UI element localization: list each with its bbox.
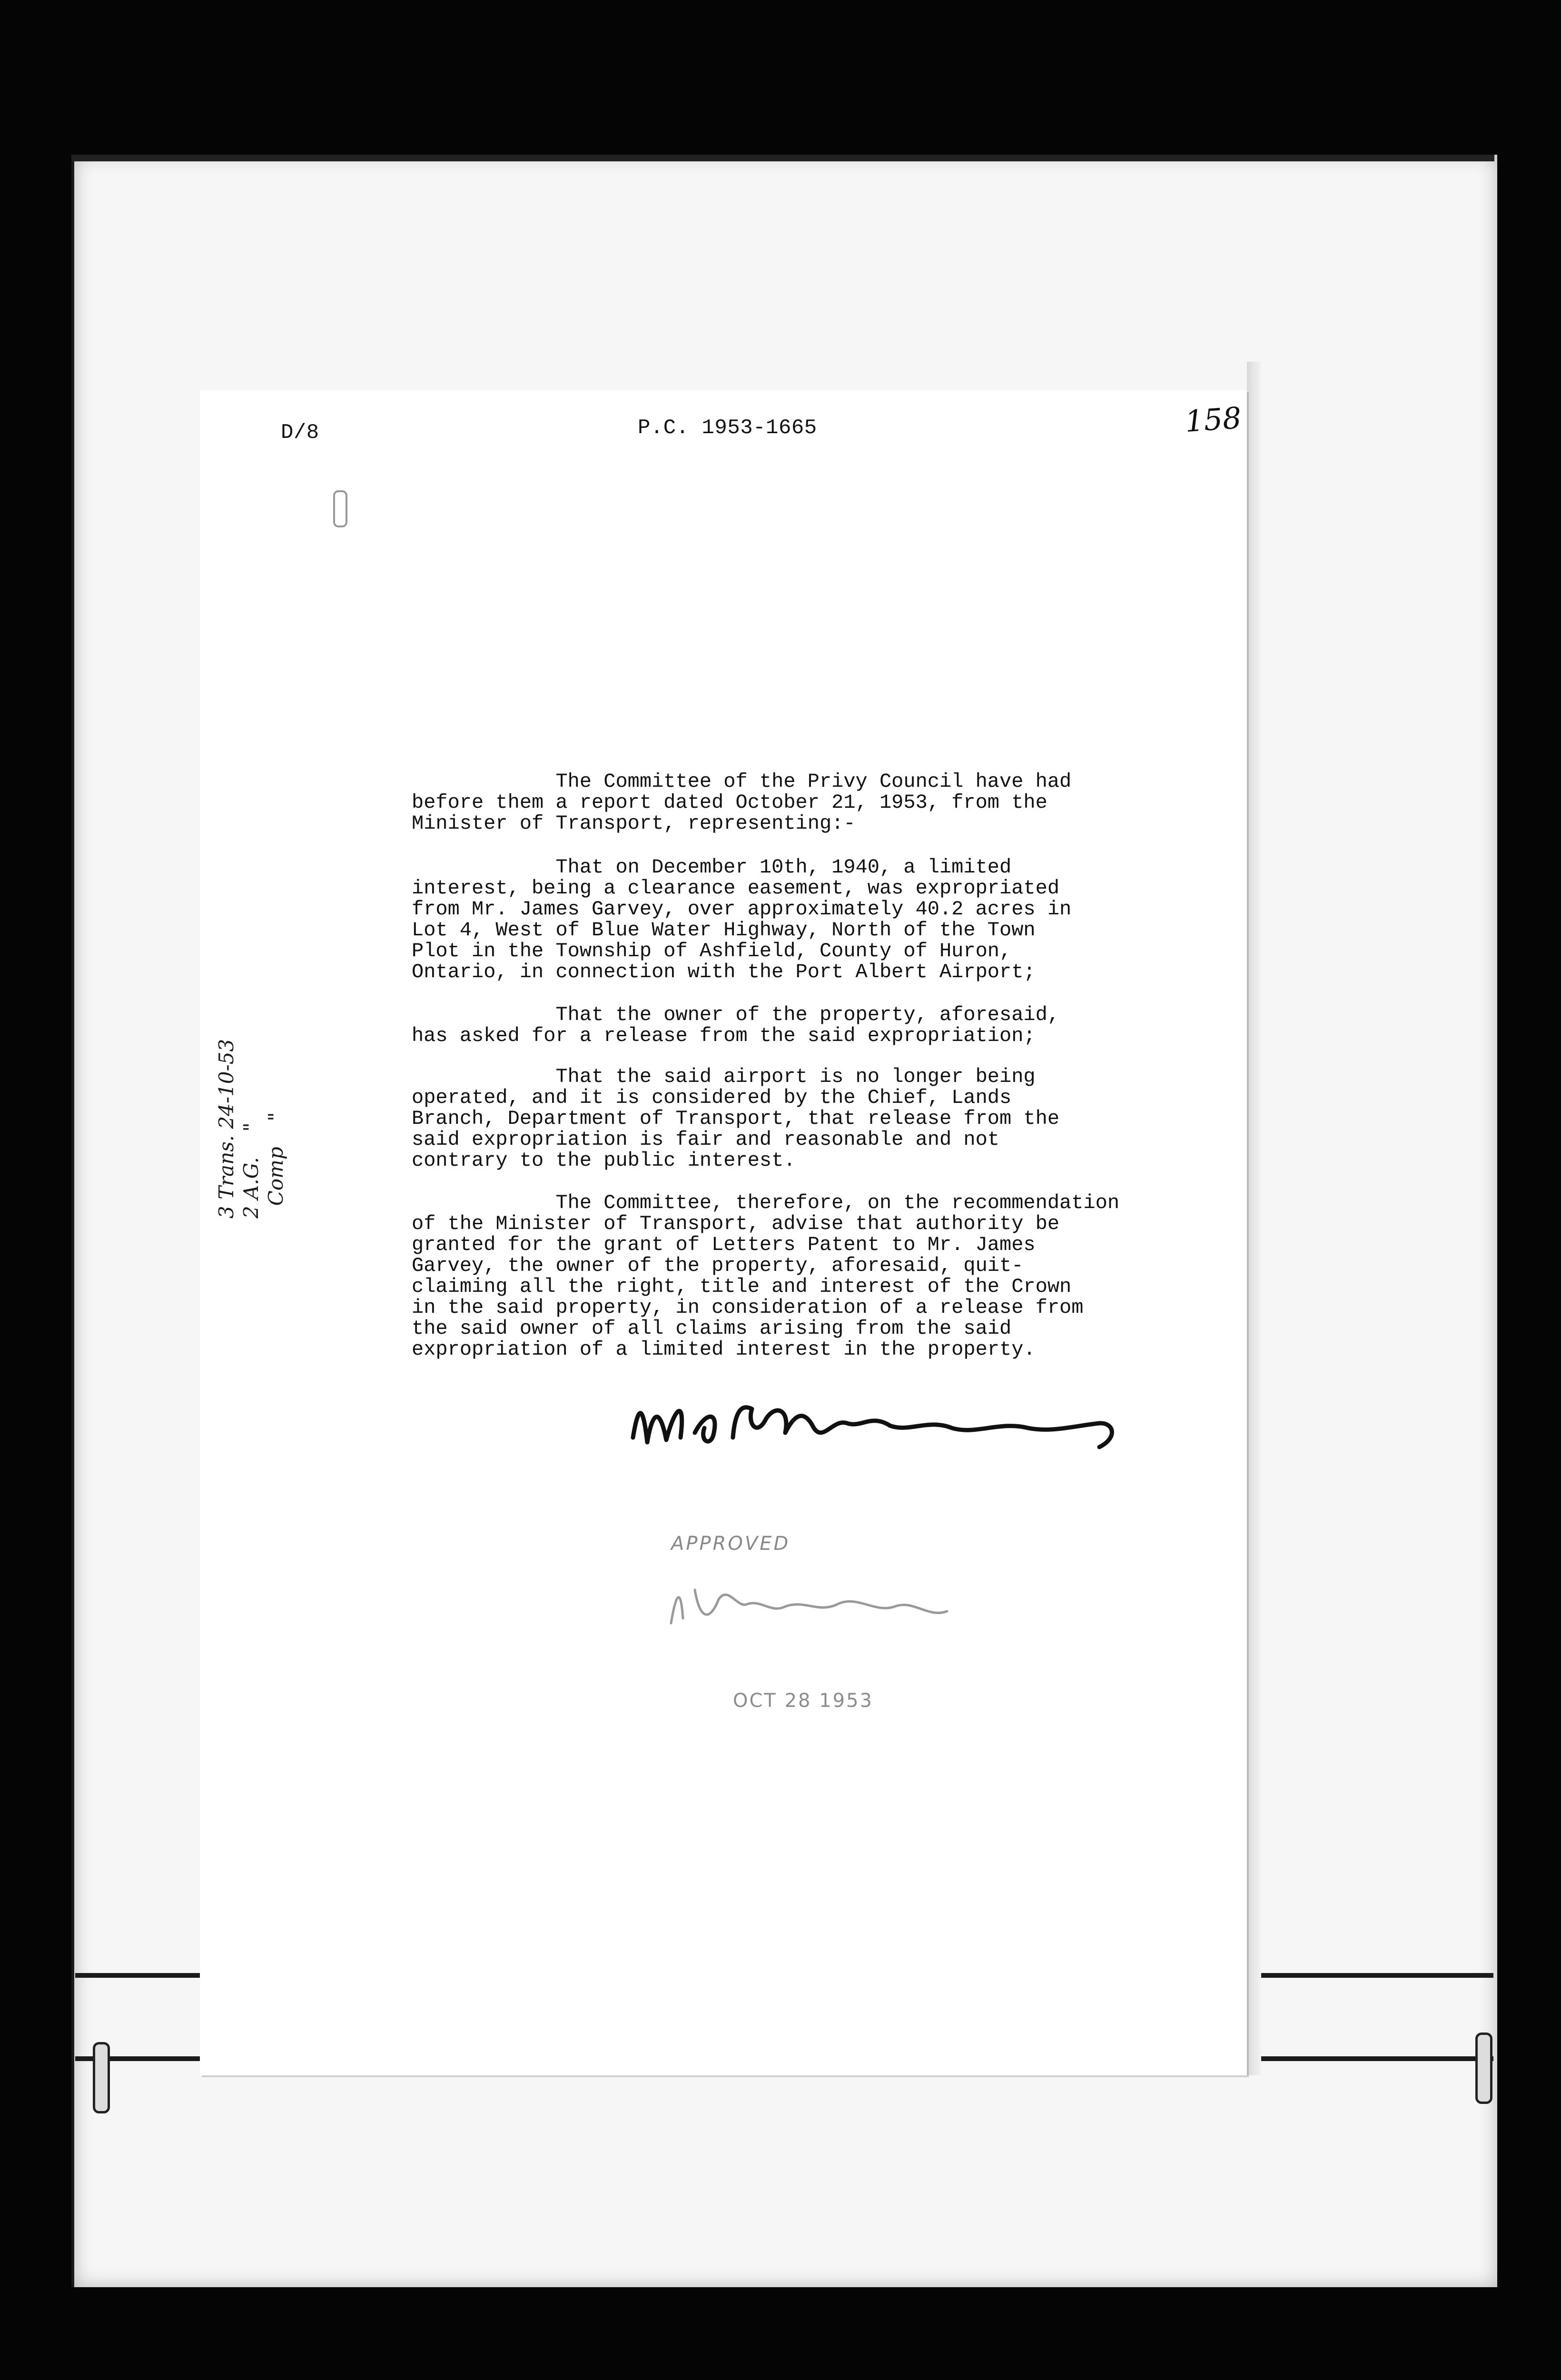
- approval-signature: [657, 1566, 961, 1637]
- handwritten-signature: [623, 1380, 1123, 1466]
- page-number: 158: [1184, 400, 1243, 439]
- handwritten-margin-note: 3 Trans. 24-10-53 2 A.G. " Comp ": [215, 1039, 287, 1219]
- smudge-mark: [333, 490, 347, 527]
- reference-code: D/8: [281, 421, 319, 445]
- document-edge: [1247, 362, 1261, 2075]
- date-stamp: OCT 28 1953: [733, 1690, 873, 1712]
- approval-block: [657, 1533, 990, 1723]
- backing-sheet-edge: [71, 155, 1494, 161]
- order-number: P.C. 1953-1665: [638, 416, 817, 440]
- paragraph-recommendation: The Committee, therefore, on the recommendation of the Minister of Transport, advise that authority be granted for the grant of Letters Patent to Mr. James Garvey, the owner of the property, aforesaid, quit- claiming all the right, title and interest of the Crown in the said property, in consideration of a release from the said owner of all claims arising from the said expropriation of a limited interest in the property.: [412, 1191, 1120, 1361]
- binder-clip-right: [1475, 2033, 1492, 2104]
- paragraph-expropriation: That on December 10th, 1940, a limited interest, being a clearance easement, was expropriated from Mr. James Garvey, over approximately 40.2 acres in Lot 4, West of Blue Water Highway, North of the Town Plot in the Township of Ashfield, County of Huron, Ontario, in connection with the Port Albert Airport;: [412, 856, 1072, 983]
- binder-clip-left: [93, 2042, 110, 2113]
- paragraph-release-request: That the owner of the property, aforesaid, has asked for a release from the said expropriation;: [412, 1003, 1060, 1047]
- approved-label: APPROVED: [671, 1533, 790, 1555]
- paragraph-airport-status: That the said airport is no longer being operated, and it is considered by the Chief, Lands Branch, Department of Transport, that release from the said expropriation is fair and reasonable and not contrary to the public interest.: [412, 1065, 1060, 1172]
- paragraph-committee-report: The Committee of the Privy Council have had before them a report dated October 21, 1953, from the Minister of Transport, representing:-: [412, 770, 1072, 835]
